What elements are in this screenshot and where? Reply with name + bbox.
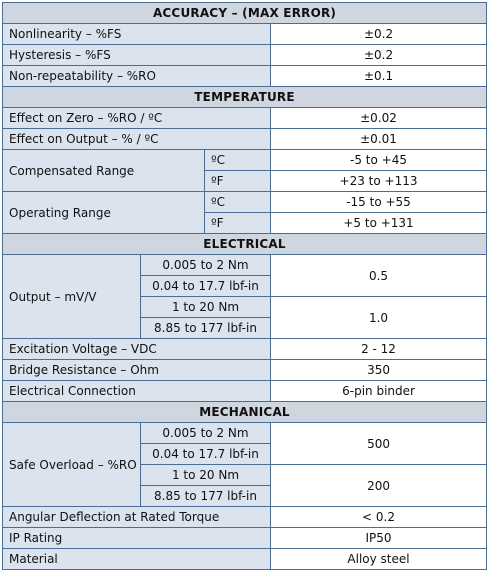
table-row [3, 192, 487, 213]
row-label: Bridge Resistance – Ohm [3, 360, 271, 381]
row-value: ±0.2 [271, 45, 487, 66]
range-label: 1 to 20 Nm [141, 465, 271, 486]
table-row [3, 45, 487, 66]
row-label: IP Rating [3, 528, 271, 549]
row-label: Material [3, 549, 271, 570]
row-label: Safe Overload – %RO [3, 423, 141, 507]
specifications-table [2, 2, 487, 570]
row-value: 6-pin binder [271, 381, 487, 402]
row-value: +23 to +113 [271, 171, 487, 192]
unit-label: ºC [205, 192, 271, 213]
table-row [3, 24, 487, 45]
row-label: Non-repeatability – %RO [3, 66, 271, 87]
range-label: 0.005 to 2 Nm [141, 255, 271, 276]
table-row [3, 507, 487, 528]
row-label: Effect on Output – % / ºC [3, 129, 271, 150]
section-header-electrical [3, 234, 487, 255]
row-value: 0.5 [271, 255, 487, 297]
row-label: Hysteresis – %FS [3, 45, 271, 66]
row-label: Operating Range [3, 192, 205, 234]
section-header-accuracy [3, 3, 487, 24]
table-row [3, 528, 487, 549]
row-value: 1.0 [271, 297, 487, 339]
row-value: ±0.1 [271, 66, 487, 87]
table-row [3, 381, 487, 402]
row-label: Nonlinearity – %FS [3, 24, 271, 45]
section-title: ACCURACY – (MAX ERROR) [3, 3, 487, 24]
range-label: 8.85 to 177 lbf-in [141, 318, 271, 339]
spec-sheet [2, 2, 486, 570]
range-label: 0.005 to 2 Nm [141, 423, 271, 444]
table-row [3, 66, 487, 87]
row-value: 350 [271, 360, 487, 381]
row-value: 500 [271, 423, 487, 465]
row-label: Angular Deflection at Rated Torque [3, 507, 271, 528]
range-label: 8.85 to 177 lbf-in [141, 486, 271, 507]
row-label: Electrical Connection [3, 381, 271, 402]
table-row [3, 360, 487, 381]
row-label: Excitation Voltage – VDC [3, 339, 271, 360]
table-row [3, 549, 487, 570]
section-title: MECHANICAL [3, 402, 487, 423]
section-header-temperature [3, 87, 487, 108]
unit-label: ºC [205, 150, 271, 171]
row-value: ±0.01 [271, 129, 487, 150]
row-label: Effect on Zero – %RO / ºC [3, 108, 271, 129]
row-value: IP50 [271, 528, 487, 549]
range-label: 1 to 20 Nm [141, 297, 271, 318]
row-value: -15 to +55 [271, 192, 487, 213]
table-row [3, 339, 487, 360]
unit-label: ºF [205, 213, 271, 234]
section-header-mechanical [3, 402, 487, 423]
table-row [3, 108, 487, 129]
unit-label: ºF [205, 171, 271, 192]
section-title: ELECTRICAL [3, 234, 487, 255]
row-value: ±0.2 [271, 24, 487, 45]
table-row [3, 423, 487, 444]
row-value: 200 [271, 465, 487, 507]
table-row [3, 129, 487, 150]
row-value: Alloy steel [271, 549, 487, 570]
row-value: -5 to +45 [271, 150, 487, 171]
section-title: TEMPERATURE [3, 87, 487, 108]
table-row [3, 255, 487, 276]
range-label: 0.04 to 17.7 lbf-in [141, 444, 271, 465]
range-label: 0.04 to 17.7 lbf-in [141, 276, 271, 297]
row-value: < 0.2 [271, 507, 487, 528]
row-value: +5 to +131 [271, 213, 487, 234]
row-label: Compensated Range [3, 150, 205, 192]
row-label: Output – mV/V [3, 255, 141, 339]
table-row [3, 150, 487, 171]
row-value: 2 - 12 [271, 339, 487, 360]
row-value: ±0.02 [271, 108, 487, 129]
